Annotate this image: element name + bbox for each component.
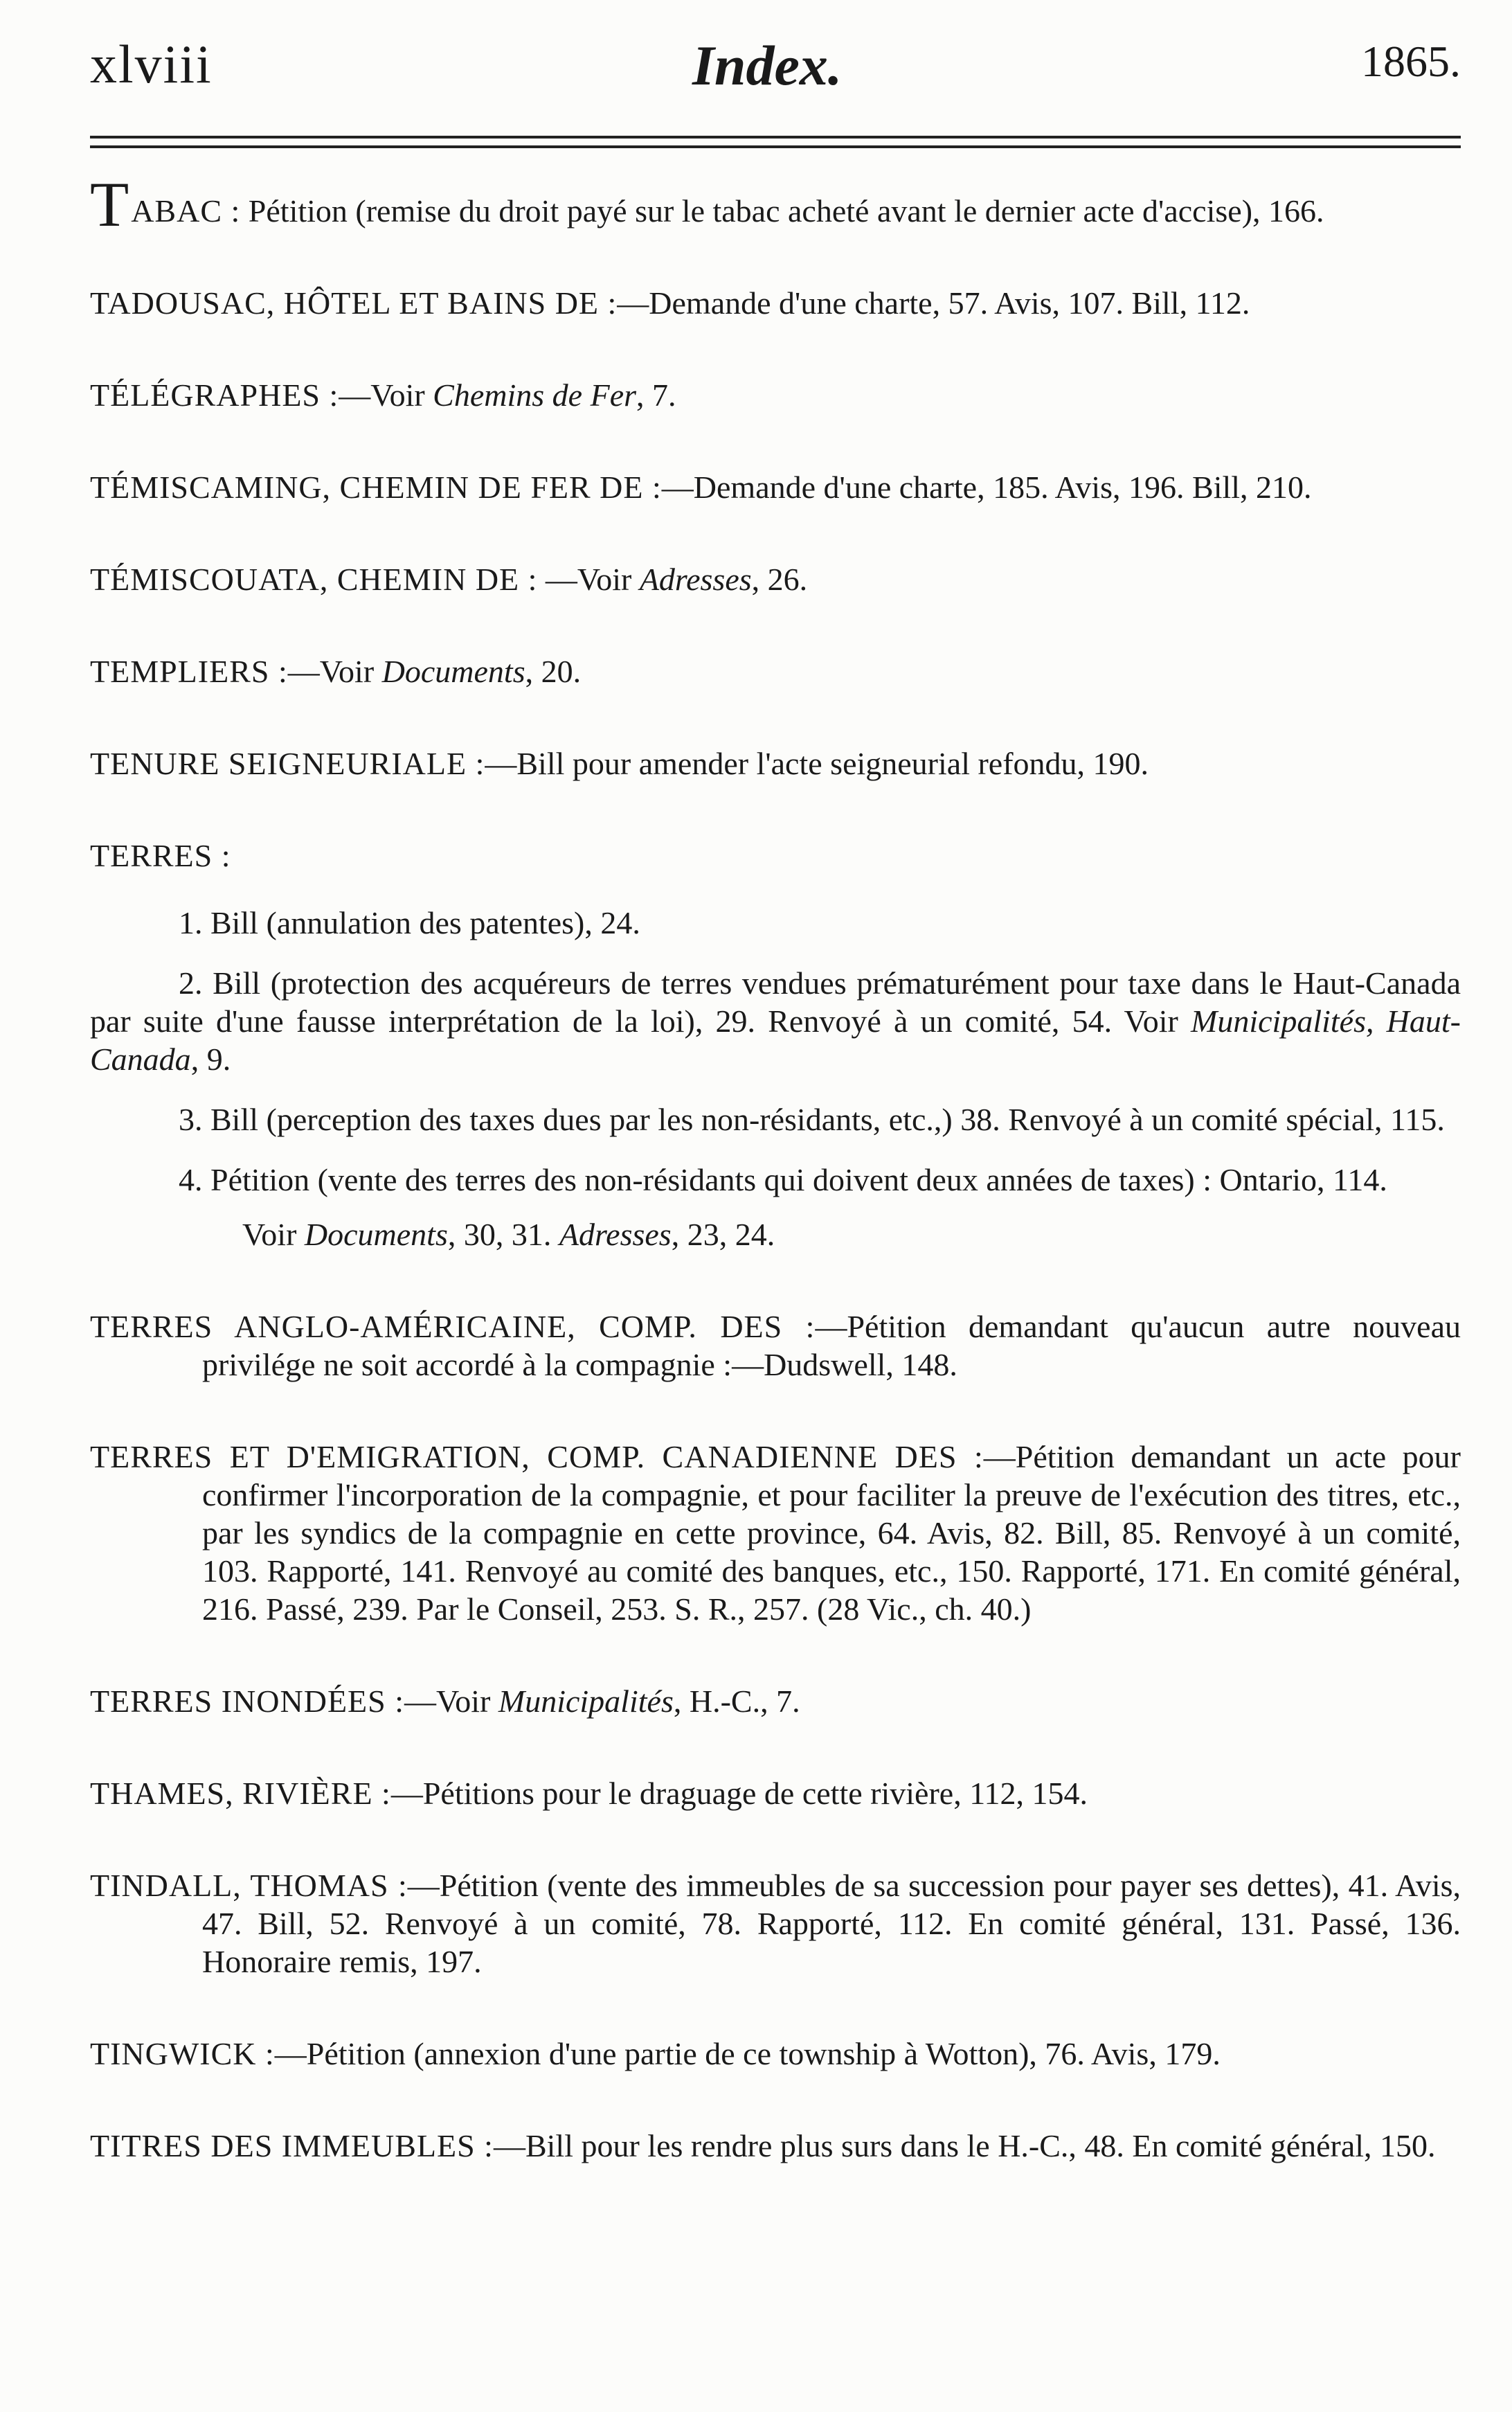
index-entry-tingwick: [90, 2035, 1461, 2073]
index-entry-terres-anglo-americaine: [90, 1307, 1461, 1384]
voir-e: , 23, 24.: [671, 1217, 775, 1252]
index-entry-terres-inondees: [90, 1682, 1461, 1720]
entry-text: —Demande d'une charte, 185. Avis, 196. Bill, 210.: [661, 470, 1312, 505]
entry-tail: , 7.: [636, 377, 676, 413]
entry-head: TERRES ANGLO-AMÉRICAINE, COMP. DES :: [90, 1309, 816, 1344]
terres-item-4: [90, 1161, 1461, 1199]
voir-documents: Documents: [304, 1217, 448, 1252]
terres-item-text: 4. Pétition (vente des terres des non-résidants qui doivent deux années de taxes) : Ontario, 114.: [179, 1162, 1387, 1197]
index-entry-terres-emigration: [90, 1438, 1461, 1628]
index-entry-thames: [90, 1774, 1461, 1812]
voir-adresses: Adresses: [559, 1217, 672, 1252]
entry-ref: Chemins de Fer: [433, 377, 637, 413]
entry-ref: Adresses: [639, 562, 752, 597]
terres-item-text: 1. Bill (annulation des patentes), 24.: [179, 905, 640, 940]
index-entry-temiscaming: [90, 468, 1461, 506]
entry-tail: , 20.: [525, 654, 582, 689]
entry-text: —Pétition (annexion d'une partie de ce township à Wotton), 76. Avis, 179.: [274, 2036, 1221, 2071]
index-entry-tadousac: [90, 284, 1461, 322]
drop-cap: T: [90, 169, 130, 240]
entry-text: —Voir: [339, 377, 433, 413]
entry-text: —Pétitions pour le draguage de cette rivière, 112, 154.: [390, 1776, 1088, 1811]
entry-ref: Documents: [381, 654, 525, 689]
terres-item-tail: , 9.: [190, 1042, 231, 1077]
terres-item-text: 3. Bill (perception des taxes dues par les non-résidants, etc.,) 38. Renvoyé à un comité spécial, 115.: [179, 1102, 1445, 1137]
entry-text: —Bill pour les rendre plus surs dans le H.-C., 48. En comité général, 150.: [493, 2128, 1436, 2163]
terres-item-ref: Municipalités, Haut-Canada: [90, 1003, 1461, 1077]
entry-head: TADOUSAC, HÔTEL ET BAINS DE :: [90, 285, 618, 321]
voir-a: Voir: [242, 1217, 305, 1252]
header-rule-top: [90, 136, 1461, 139]
page-number: xlviii: [90, 34, 213, 94]
entry-head: TERRES INONDÉES :: [90, 1683, 404, 1719]
page-title: Index.: [692, 34, 843, 97]
terres-item-2: [90, 964, 1461, 1078]
index-entry-terres-heading: TERRES :: [90, 838, 231, 873]
terres-item-3: [90, 1100, 1461, 1138]
page-header: [90, 33, 1461, 109]
index-entry-tenure-seigneuriale: [90, 744, 1461, 783]
index-entry-tindall: [90, 1866, 1461, 1981]
terres-voir-line: [90, 1215, 1461, 1253]
entry-head: TÉMISCOUATA, CHEMIN DE :: [90, 562, 538, 597]
entry-head: TENURE SEIGNEURIALE :: [90, 746, 485, 781]
index-entry-temiscouata: [90, 560, 1461, 598]
entry-tail: , 26.: [751, 562, 808, 597]
entry-head: THAMES, RIVIÈRE :: [90, 1776, 391, 1811]
entry-text: Pétition (remise du droit payé sur le tabac acheté avant le dernier acte d'accise), 166.: [248, 193, 1324, 229]
entry-head: TITRES DES IMMEUBLES :: [90, 2128, 494, 2163]
header-rule-bottom: [90, 145, 1461, 148]
index-entry-titres-immeubles: [90, 2127, 1461, 2165]
terres-item-1: [90, 904, 1461, 942]
entry-text: —Pétition demandant un acte pour confirmer l'incorporation de la compagnie, et pour faciliter la preuve de l'exécution des titres, etc., par les syndics de la compagnie en cette province, 64. Avis, 82. Bill, 85. Renvoyé à un comité, 103. Rapporté, 141. Renvoyé au comité des banques, etc., 150. Rapporté, 171. En comité général, 216. Passé, 239. Par le Conseil, 253. S. R., 257. (28 Vic., ch. 40.): [202, 1439, 1461, 1627]
entry-text: —Bill pour amender l'acte seigneurial refondu, 190.: [485, 746, 1149, 781]
voir-c: , 30, 31.: [447, 1217, 559, 1252]
entry-head: [90, 169, 241, 240]
entry-head: TINGWICK :: [90, 2036, 275, 2071]
year: 1865.: [1361, 37, 1461, 86]
entry-text: —Voir: [404, 1683, 498, 1719]
index-body: [90, 169, 1461, 2219]
index-entry-tabac: [90, 169, 1461, 240]
entry-ref: Municipalités: [498, 1683, 674, 1719]
index-entry-templiers: [90, 652, 1461, 690]
entry-head: TERRES ET D'EMIGRATION, COMP. CANADIENNE DES :: [90, 1439, 984, 1474]
terres-item-text: 2. Bill (protection des acquéreurs de terres vendues prématurément pour taxe dans le Haut-Canada par suite d'une fausse interprétation de la loi), 29. Renvoyé à un comité, 54. Voir: [90, 965, 1461, 1039]
entry-tail: , H.-C., 7.: [673, 1683, 800, 1719]
entry-head: TÉMISCAMING, CHEMIN DE FER DE :: [90, 470, 662, 505]
entry-text: —Pétition (vente des immeubles de sa succession pour payer ses dettes), 41. Avis, 47. Bill, 52. Renvoyé à un comité, 78. Rapporté, 112. En comité général, 131. Passé, 136. Honoraire remis, 197.: [202, 1868, 1461, 1979]
entry-text: —Demande d'une charte, 57. Avis, 107. Bill, 112.: [617, 285, 1250, 321]
entry-head-text: ABAC :: [131, 193, 241, 229]
entry-text: —Voir: [537, 562, 640, 597]
entry-text: —Pétition demandant qu'aucun autre nouveau privilége ne soit accordé à la compagnie :—Dudswell, 148.: [202, 1309, 1461, 1382]
entry-text: —Voir: [287, 654, 382, 689]
entry-head: TINDALL, THOMAS :: [90, 1868, 408, 1903]
entry-head: TÉLÉGRAPHES :: [90, 377, 339, 413]
entry-head: TEMPLIERS :: [90, 654, 288, 689]
index-entry-telegraphes: [90, 376, 1461, 414]
